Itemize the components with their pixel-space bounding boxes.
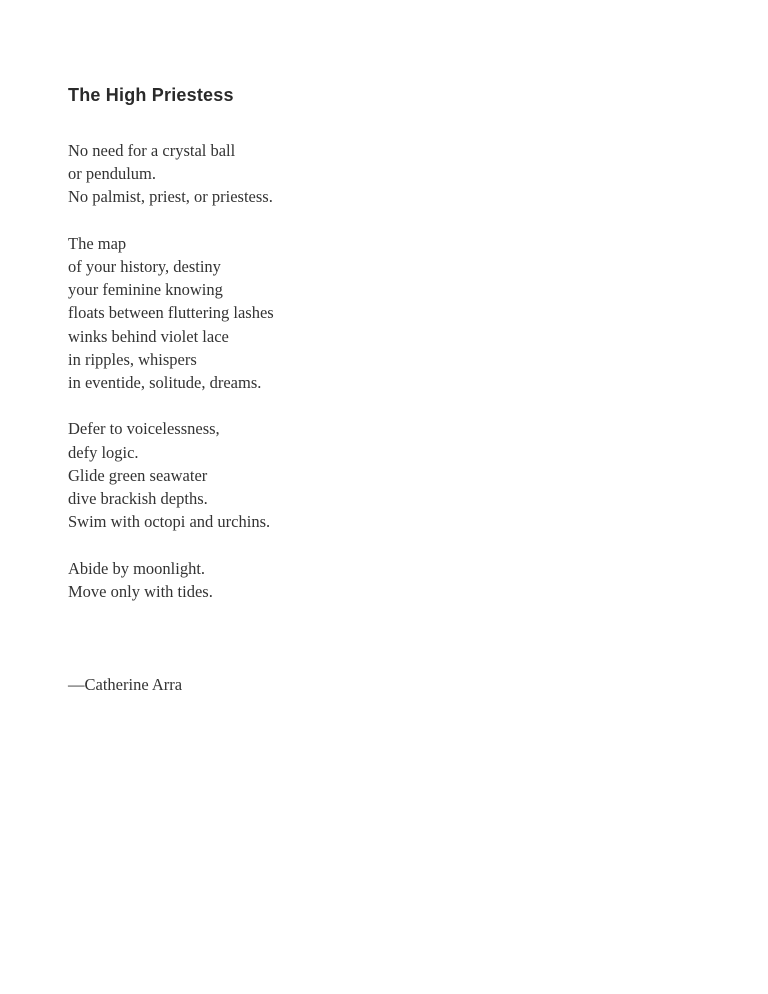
poem-line: Swim with octopi and urchins. (68, 512, 271, 532)
poem-line: floats between fluttering lashes (68, 303, 274, 323)
poem-line: winks behind violet lace (68, 326, 229, 346)
poem-body (68, 139, 708, 603)
poem-line: dive brackish depths. (68, 489, 208, 509)
poem-line: of your history, destiny (68, 257, 221, 276)
poem-line: Glide green seawater (68, 465, 208, 485)
poem-line: Defer to voicelessness, (68, 419, 220, 439)
poem-line: in ripples, whispers (68, 349, 197, 369)
stanza-4 (68, 557, 708, 603)
poem-attribution: —Catherine Arra (68, 675, 183, 695)
stanza-2 (68, 232, 708, 394)
poem-line: your feminine knowing (68, 280, 223, 300)
stanza-1 (68, 139, 708, 209)
poem-line: No need for a crystal ball (68, 141, 236, 160)
poem-page (68, 84, 708, 696)
poem-title: The High Priestess (68, 85, 234, 105)
poem-line: No palmist, priest, or priestess. (68, 187, 273, 207)
poem-line: defy logic. (68, 442, 139, 462)
stanza-3 (68, 417, 708, 533)
poem-line: Move only with tides. (68, 581, 213, 601)
poem-line: in eventide, solitude, dreams. (68, 373, 262, 393)
poem-line: or pendulum. (68, 164, 156, 184)
poem-line: Abide by moonlight. (68, 558, 206, 578)
poem-line: The map (68, 233, 127, 253)
